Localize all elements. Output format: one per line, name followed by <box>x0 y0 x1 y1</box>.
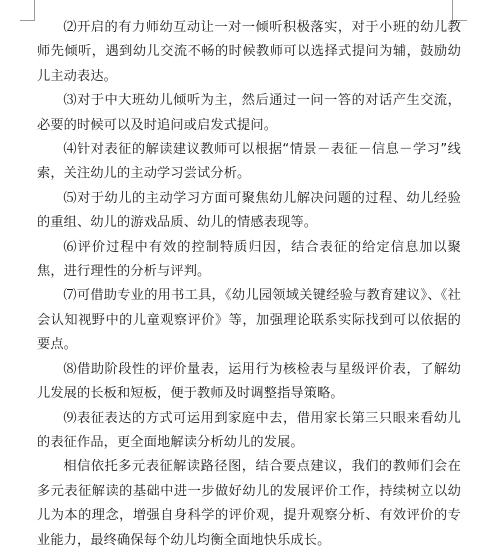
document-body <box>37 16 461 553</box>
paragraph-conclusion: 相信依托多元表征解读路径图，结合要点建议，我们的教师们会在多元表征解读的基础中进一步做好幼儿的发展评价工作，持续树立以幼儿为本的理念，增强自身科学的评价观，提升观察分析、有效评价的专业能力，最终确保每个幼儿均衡全面地快乐成长。 <box>37 459 461 548</box>
paragraph-item-6: ⑹评价过程中有效的控制特质归因，结合表征的给定信息加以聚焦，进行理性的分析与评判。 <box>37 239 461 280</box>
paragraph-item-7: ⑺可借助专业的用书工具，《幼儿园领域关键经验与教育建议》、《社会认知视野中的儿童观察评价》等，加强理论联系实际找到可以依据的要点。 <box>37 288 461 353</box>
paragraph-item-2: ⑵开启的有力师幼互动让一对一倾听积极落实，对于小班的幼儿教师先倾听，遇到幼儿交流不畅的时候教师可以选择式提问为辅，鼓励幼儿主动表达。 <box>37 20 461 84</box>
paragraph-item-3: ⑶对于中大班幼儿倾听为主，然后通过一问一答的对话产生交流，必要的时候可以及时追问或启发式提问。 <box>37 93 461 133</box>
paragraph-item-9: ⑼表征表达的方式可运用到家庭中去，借用家长第三只眼来看幼儿的表征作品，更全面地解读分析幼儿的发展。 <box>37 410 461 450</box>
paragraph-item-8: ⑻借助阶段性的评价量表，运用行为核检表与星级评价表，了解幼儿发展的长板和短板，便于教师及时调整指导策略。 <box>37 361 461 402</box>
left-margin-corner-mark <box>20 0 35 21</box>
paragraph-item-5: ⑸对于幼儿的主动学习方面可聚焦幼儿解决问题的过程、幼儿经验的重组、幼儿的游戏品质、幼儿的情感表现等。 <box>37 190 461 231</box>
paragraph-item-4: ⑷针对表征的解读建议教师可以根据“情景－表征－信息－学习”线索，关注幼儿的主动学习尝试分析。 <box>37 142 461 182</box>
